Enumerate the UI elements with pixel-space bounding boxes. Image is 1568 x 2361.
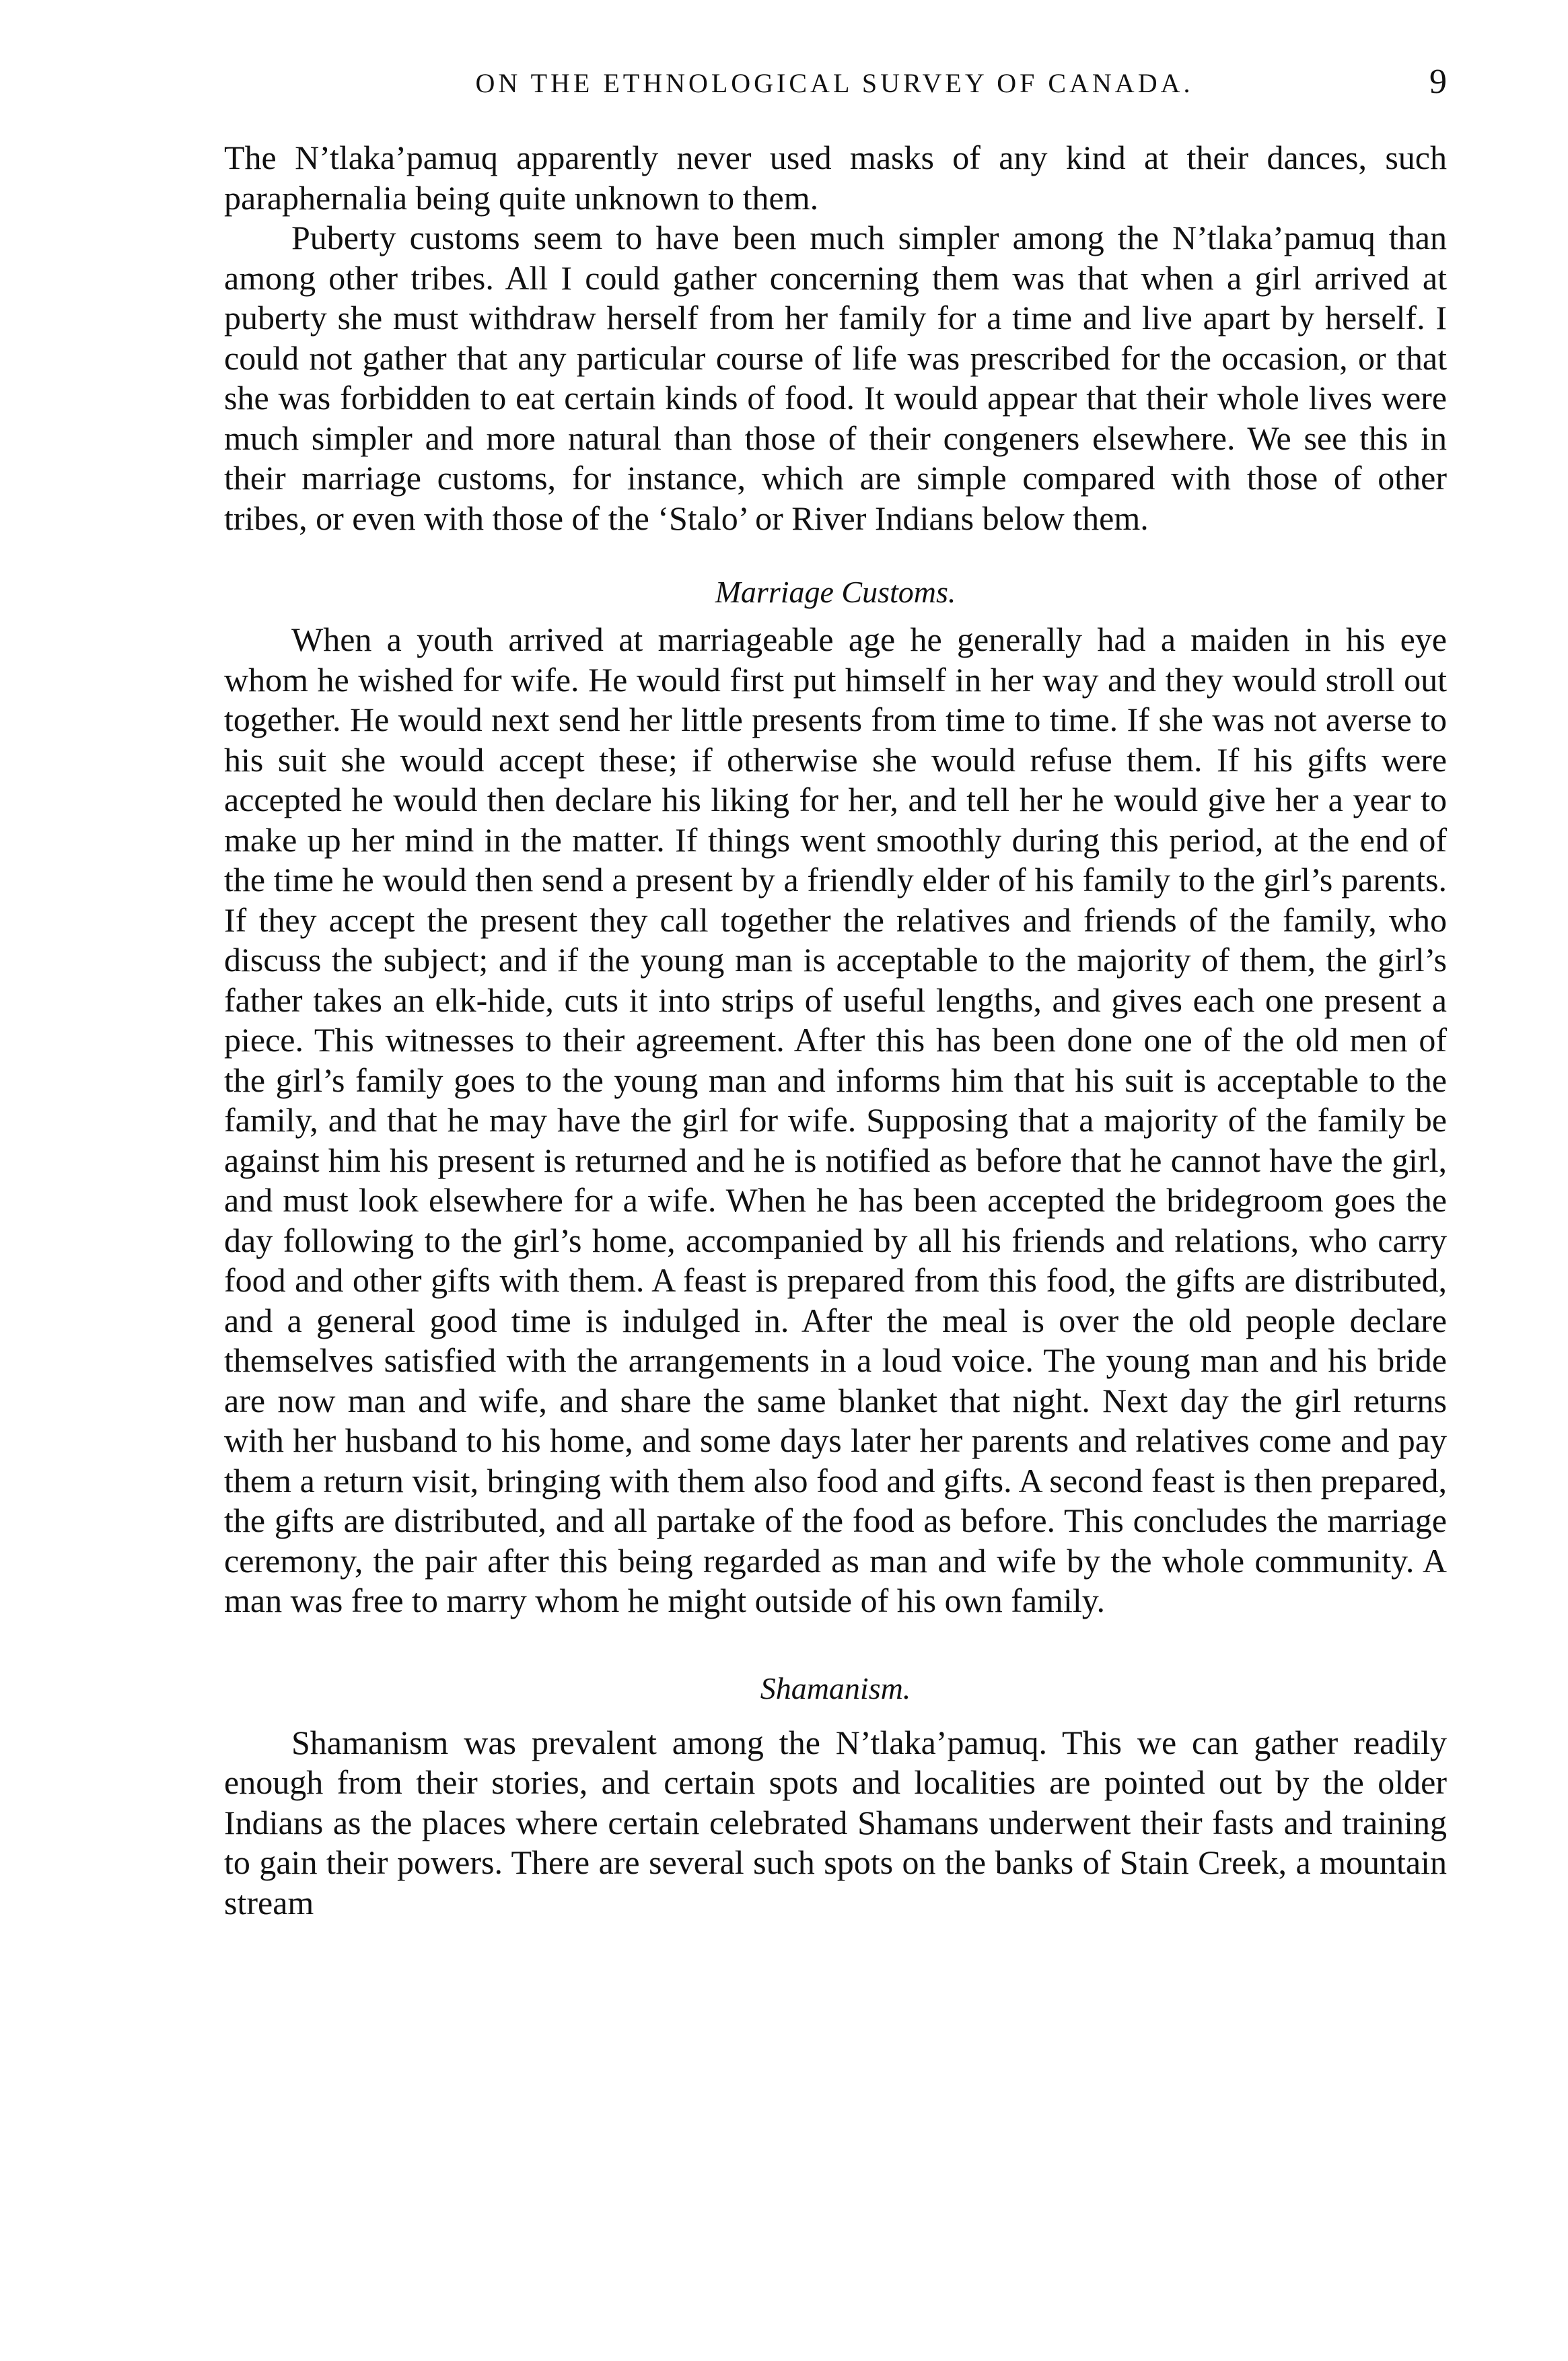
paragraph-shamanism: Shamanism was prevalent among the N’tlaka’pamuq. This we can gather readily enough from their stories, and certain spots and localities are pointed out by the older Indians as the places where certain celebrated Shamans underwent their fasts and training to gain their powers. There are several such spots on the banks of Stain Creek, a mountain stream [224, 1723, 1447, 1922]
paragraph-masks: The N’tlaka’pamuq apparently never used masks of any kind at their dances, such paraphernalia being quite unknown to them. [224, 139, 1447, 217]
section-heading-shamanism: Shamanism. [760, 1670, 911, 1705]
page-number: 9 [1429, 63, 1447, 101]
running-title: ON THE ETHNOLOGICAL SURVEY OF CANADA. [475, 68, 1194, 98]
section-heading-marriage-customs: Marriage Customs. [715, 575, 956, 609]
running-head [222, 62, 1447, 116]
body-text [224, 138, 1447, 1923]
paragraph-puberty-customs: Puberty customs seem to have been much simpler among the N’tlaka’pamuq than among other tribes. All I could gather concerning them was that when a girl arrived at puberty she must withdraw herself from her family for a time and live apart by herself. I could not gather that any particular course of life was prescribed for the occasion, or that she was forbidden to eat certain kinds of food. It would appear that their whole lives were much simpler and more natural than those of their congeners elsewhere. We see this in their marriage customs, for instance, which are simple compared with those of other tribes, or even with those of the ‘Stalo’ or River Indians below them. [224, 219, 1447, 537]
paragraph-marriage-customs: When a youth arrived at marriageable age he generally had a maiden in his eye whom he wished for wife. He would first put himself in her way and they would stroll out together. He would next send her little presents from time to time. If she was not averse to his suit she would accept these; if otherwise she would refuse them. If his gifts were accepted he would then declare his liking for her, and tell her he would give her a year to make up her mind in the matter. If things went smoothly during this period, at the end of the time he would then send a present by a friendly elder of his family to the girl’s parents. If they accept the present they call together the relatives and friends of the family, who discuss the subject; and if the young man is acceptable to the majority of them, the girl’s father takes an elk-hide, cuts it into strips of useful lengths, and gives each one present a piece. This witnesses to their agreement. After this has been done one of the old men of the girl’s family goes to the young man and informs him that his suit is acceptable to the family, and that he may have the girl for wife. Supposing that a majority of the family be against him his present is returned and he is notified as before that he cannot have the girl, and must look elsewhere for a wife. When he has been accepted the bridegroom goes the day following to the girl’s home, accompanied by all his friends and relations, who carry food and other gifts with them. A feast is prepared from this food, the gifts are distributed, and a general good time is indulged in. After the meal is over the old people declare themselves satisfied with the arrangements in a loud voice. The young man and his bride are now man and wife, and share the same blanket that night. Next day the girl returns with her husband to his home, and some days later her parents and relatives come and pay them a return visit, bringing with them also food and gifts. A second feast is then prepared, the gifts are distributed, and all partake of the food as before. This concludes the marriage ceremony, the pair after this being regarded as man and wife by the whole community. A man was free to marry whom he might outside of his own family. [224, 621, 1447, 1619]
